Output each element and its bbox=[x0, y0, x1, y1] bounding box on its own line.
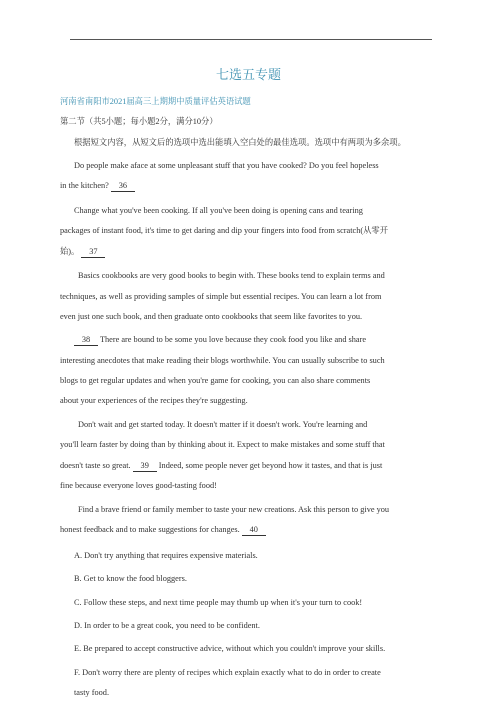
option-b: B. Get to know the food bloggers. bbox=[74, 574, 187, 583]
paragraph-4-line: interesting anecdotes that make reading their blogs worthwhile. You can usually subscribe to such bbox=[60, 356, 385, 365]
header-rule bbox=[70, 39, 432, 40]
paragraph-1-text: in the kitchen? bbox=[60, 181, 109, 190]
paragraph-6-line: Find a brave friend or family member to taste your new creations. Ask this person to give you bbox=[78, 505, 390, 514]
option-a: A. Don't try anything that requires expensive materials. bbox=[74, 551, 258, 560]
paragraph-3-line: even just one such book, and then graduate onto cookbooks that seem like favorites to you. bbox=[60, 312, 363, 321]
paragraph-6-line bbox=[60, 524, 266, 536]
paragraph-3-line: Basics cookbooks are very good books to begin with. These books tend to explain terms and bbox=[78, 271, 385, 280]
paragraph-1-line bbox=[60, 180, 135, 192]
option-f: F. Don't worry there are plenty of recipes which explain exactly what to do in order to create bbox=[74, 668, 381, 677]
paragraph-5-text: doesn't taste so great. bbox=[60, 461, 131, 470]
paragraph-5-line: fine because everyone loves good-tasting food! bbox=[60, 481, 217, 490]
paragraph-4-line: blogs to get regular updates and when you're game for cooking, you can also share comments bbox=[60, 376, 371, 385]
source-line: 河南省南阳市2021届高三上期期中质量评估英语试题 bbox=[60, 97, 251, 106]
blank-40: 40 bbox=[242, 524, 266, 536]
blank-39: 39 bbox=[133, 460, 157, 472]
paragraph-4-text: There are bound to be some you love because they cook food you like and share bbox=[99, 335, 367, 344]
section-heading: 第二节（共5小题；每小题2分，满分10分） bbox=[60, 117, 218, 126]
paragraph-4-line: about your experiences of the recipes they're suggesting. bbox=[60, 396, 248, 405]
blank-37: 37 bbox=[81, 246, 105, 258]
blank-36: 36 bbox=[111, 180, 135, 192]
option-d: D. In order to be a great cook, you need to be confident. bbox=[74, 621, 260, 630]
option-f-continuation: tasty food. bbox=[74, 688, 110, 697]
blank-38: 38 bbox=[74, 334, 98, 346]
page-title: 七选五专题 bbox=[215, 67, 281, 82]
instruction-text: 根据短文内容，从短文后的选项中选出能填入空白处的最佳选项。选项中有两项为多余项。 bbox=[74, 138, 406, 147]
paragraph-5-text: Indeed, some people never get beyond how it tastes, and that is just bbox=[158, 461, 383, 470]
paragraph-2-line: packages of instant food, it's time to get daring and dip your fingers into food from scratch(从零开 bbox=[60, 226, 388, 235]
paragraph-2-line: Change what you've been cooking. If all you've been doing is opening cans and tearing bbox=[74, 206, 363, 215]
option-e: E. Be prepared to accept constructive advice, without which you couldn't improve your skills. bbox=[74, 644, 386, 653]
paragraph-5-line bbox=[60, 460, 382, 472]
option-c: C. Follow these steps, and next time people may thumb up when it's your turn to cook! bbox=[74, 598, 363, 607]
paragraph-2-text: 始)。 bbox=[60, 247, 80, 256]
paragraph-1-line: Do people make aface at some unpleasant stuff that you have cooked? Do you feel hopeless bbox=[74, 161, 379, 170]
paragraph-3-line: techniques, as well as providing samples of simple but essential recipes. You can learn a lot from bbox=[60, 292, 382, 301]
paragraph-5-line: you'll learn faster by doing than by thinking about it. Expect to make mistakes and some stuff that bbox=[60, 440, 385, 449]
paragraph-4-line bbox=[74, 334, 366, 346]
paragraph-2-line bbox=[60, 246, 105, 258]
paragraph-5-line: Don't wait and get started today. It doesn't matter if it doesn't work. You're learning and bbox=[78, 420, 368, 429]
paragraph-6-text: honest feedback and to make suggestions for changes. bbox=[60, 525, 240, 534]
